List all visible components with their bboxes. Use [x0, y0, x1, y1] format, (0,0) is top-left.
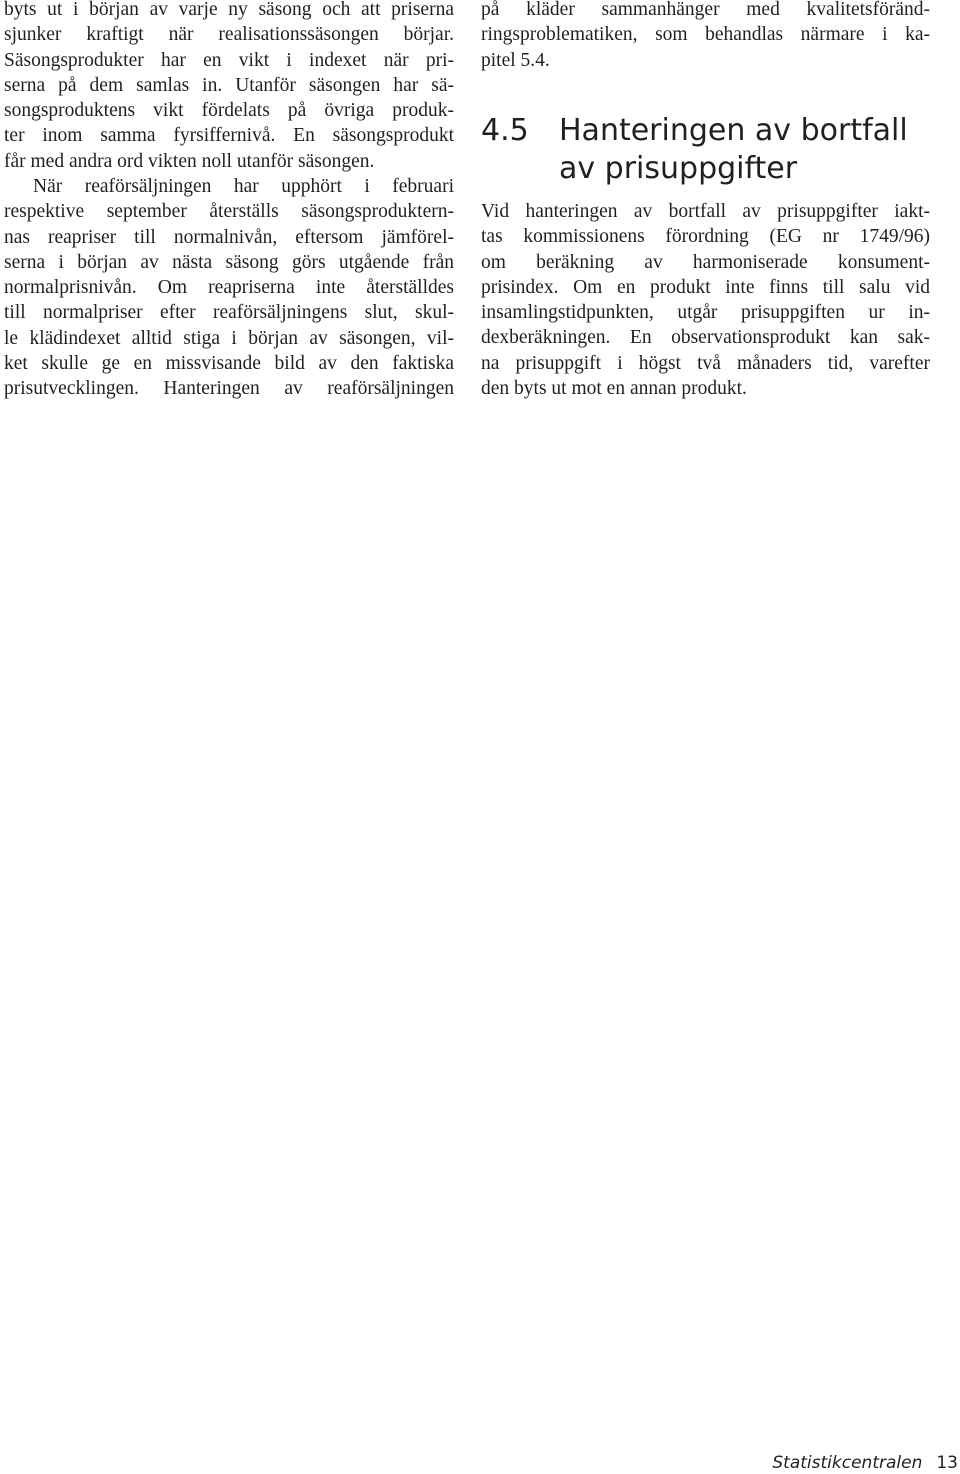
text-line: tas kommissionens förordning (EG nr 1749/96) [481, 226, 930, 248]
text-line: na prisuppgift i högst två månaders tid, varefter [481, 352, 930, 374]
text-line: le klädindexet alltid stiga i början av säsongen, vil- [4, 327, 454, 349]
text-line: normalprisnivån. Om reapriserna inte återställdes [4, 277, 454, 299]
text-line: till normalpriser efter reaförsäljningens slut, skul- [4, 302, 454, 324]
text-line: prisindex. Om en produkt inte finns till salu vid [481, 276, 930, 298]
text-line: den byts ut mot en annan produkt. [481, 378, 747, 400]
text-line: på kläder sammanhänger med kvalitetsföränd- [481, 0, 930, 20]
section-title-line-1: Hanteringen av bortfall [559, 113, 908, 148]
text-line: pitel 5.4. [481, 49, 550, 71]
text-line: Säsongsprodukter har en vikt i indexet när pri- [4, 49, 454, 71]
text-line: Vid hanteringen av bortfall av prisuppgifter iakt- [481, 201, 930, 222]
text-line: nas reapriser till normalnivån, eftersom jämförel- [4, 226, 454, 248]
text-line: sjunker kraftigt när realisationssäsongen börjar. [4, 24, 454, 46]
text-line: serna i början av nästa säsong görs utgående från [4, 251, 454, 273]
text-line: ter inom samma fyrsiffernivå. En säsongsprodukt [4, 125, 454, 147]
page-number: 13 [936, 1453, 958, 1473]
text-line: ringsproblematiken, som behandlas närmare i ka- [481, 24, 930, 46]
text-line: insamlingstidpunkten, utgår prisuppgiften ur in- [481, 302, 930, 324]
paragraph-quality-change [481, 0, 930, 73]
text-line: får med andra ord vikten noll utanför säsongen. [4, 150, 375, 172]
page-footer [560, 1452, 960, 1474]
text-line: om beräkning av harmoniserade konsument- [481, 251, 930, 273]
text-line: songsproduktens vikt fördelats på övriga produk- [4, 100, 454, 122]
text-line: prisutvecklingen. Hanteringen av reaförsäljningen [4, 378, 454, 400]
paragraph-sales-reset [4, 174, 454, 402]
text-line: ket skulle ge en missvisande bild av den faktiska [4, 353, 454, 375]
section-number: 4.5 [481, 113, 529, 148]
text-line: serna på dem samlas in. Utanför säsongen har sä- [4, 74, 454, 96]
section-title-line-2: av prisuppgifter [559, 151, 798, 186]
section-heading [481, 112, 941, 188]
text-line: När reaförsäljningen har upphört i februari [33, 176, 454, 197]
publisher-name: Statistikcentralen [772, 1453, 923, 1473]
text-line: respektive september återställs säsongsproduktern- [4, 201, 454, 223]
paragraph-missing-prices [481, 199, 930, 401]
text-line: byts ut i början av varje ny säsong och att priserna [4, 0, 454, 20]
paragraph-reasonal-products [4, 0, 454, 174]
text-line: dexberäkningen. En observationsprodukt kan sak- [481, 327, 930, 349]
